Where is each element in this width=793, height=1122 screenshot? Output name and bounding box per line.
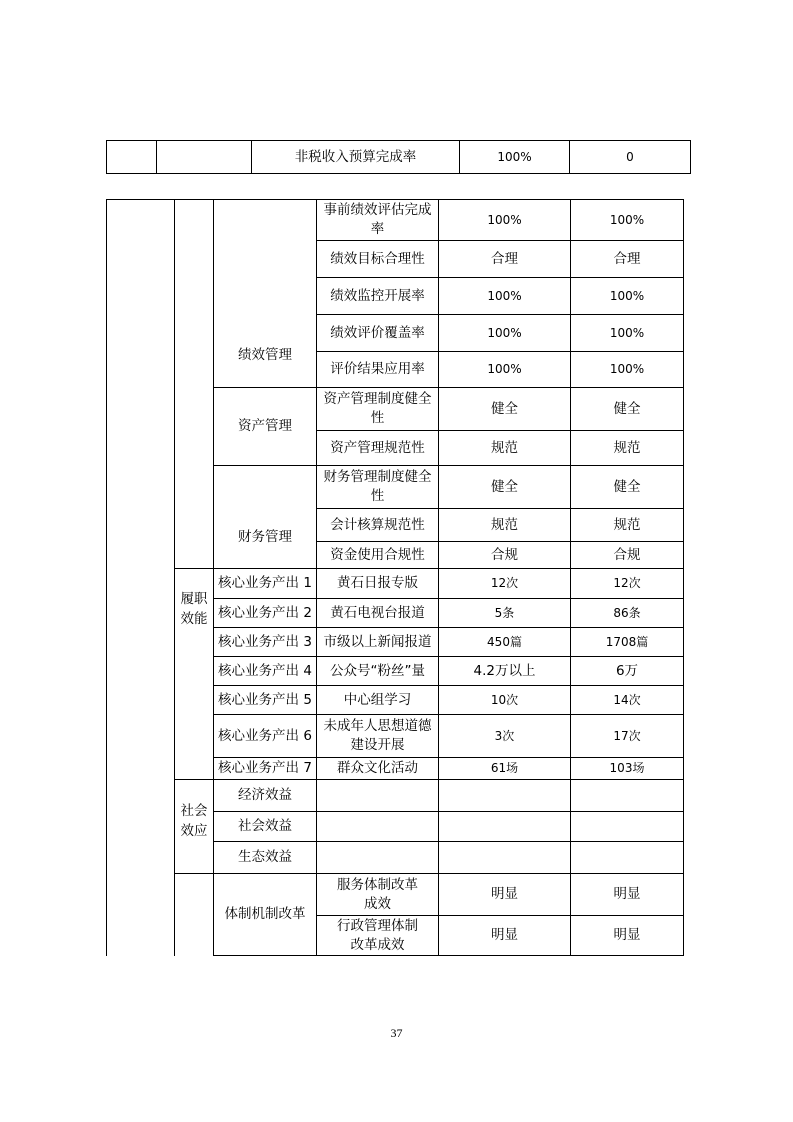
- actual-cell: 12次: [571, 569, 684, 599]
- target-cell: 100%: [460, 141, 570, 174]
- target-cell: 合理: [439, 241, 571, 278]
- target-cell: [439, 842, 571, 874]
- actual-cell: 6万: [571, 657, 684, 686]
- sub-indicator-cell: 经济效益: [214, 780, 317, 812]
- indicator-cell: 评价结果应用率: [317, 352, 439, 388]
- actual-cell: 合规: [571, 542, 684, 569]
- target-cell: 61场: [439, 758, 571, 780]
- indicator-cell: [317, 842, 439, 874]
- sub-indicator-cell: 核心业务产出 6: [214, 715, 317, 758]
- sub-indicator-cell: 生态效益: [214, 842, 317, 874]
- indicator-cell: 服务体制改革成效: [317, 874, 439, 916]
- actual-cell: 100%: [571, 200, 684, 241]
- actual-cell: 合理: [571, 241, 684, 278]
- indicator-cell: 市级以上新闻报道: [317, 628, 439, 657]
- indicator-cell: 行政管理体制改革成效: [317, 916, 439, 956]
- target-cell: [439, 780, 571, 812]
- actual-cell: [571, 842, 684, 874]
- actual-cell: 明显: [571, 874, 684, 916]
- target-cell: 100%: [439, 200, 571, 241]
- target-cell: 5条: [439, 599, 571, 628]
- target-cell: 12次: [439, 569, 571, 599]
- actual-cell: 0: [570, 141, 691, 174]
- performance-mgmt-label: 绩效管理: [214, 200, 317, 388]
- target-cell: 明显: [439, 916, 571, 956]
- social-effect-label: 社会效应: [175, 780, 214, 874]
- actual-cell: 100%: [571, 352, 684, 388]
- actual-cell: [571, 812, 684, 842]
- table-row: [107, 141, 691, 174]
- level2-cell: [175, 200, 214, 569]
- sub-indicator-cell: 核心业务产出 2: [214, 599, 317, 628]
- reform-label: 体制机制改革: [214, 874, 317, 956]
- indicator-cell: 中心组学习: [317, 686, 439, 715]
- actual-cell: [571, 780, 684, 812]
- target-cell: 10次: [439, 686, 571, 715]
- actual-cell: 健全: [571, 466, 684, 509]
- sub-indicator-cell: 核心业务产出 5: [214, 686, 317, 715]
- indicator-cell: 资产管理制度健全性: [317, 388, 439, 431]
- indicator-cell: [317, 812, 439, 842]
- indicator-cell: 财务管理制度健全性: [317, 466, 439, 509]
- target-cell: 450篇: [439, 628, 571, 657]
- indicator-cell: 公众号“粉丝”量: [317, 657, 439, 686]
- actual-cell: 规范: [571, 431, 684, 466]
- actual-cell: 14次: [571, 686, 684, 715]
- target-cell: 健全: [439, 466, 571, 509]
- actual-cell: 100%: [571, 278, 684, 315]
- indicator-cell: 群众文化活动: [317, 758, 439, 780]
- indicator-cell: 黄石电视台报道: [317, 599, 439, 628]
- actual-cell: 86条: [571, 599, 684, 628]
- target-cell: [439, 812, 571, 842]
- target-cell: 明显: [439, 874, 571, 916]
- empty-cell: [107, 141, 157, 174]
- main-table: [106, 199, 684, 956]
- table-row: [107, 200, 684, 241]
- indicator-cell: 黄石日报专版: [317, 569, 439, 599]
- sub-indicator-cell: 核心业务产出 4: [214, 657, 317, 686]
- indicator-cell: 资金使用合规性: [317, 542, 439, 569]
- target-cell: 合规: [439, 542, 571, 569]
- target-cell: 3次: [439, 715, 571, 758]
- empty-cell: [157, 141, 252, 174]
- actual-cell: 1708篇: [571, 628, 684, 657]
- level1-cell: [107, 200, 175, 956]
- table-row: [107, 780, 684, 812]
- actual-cell: 103场: [571, 758, 684, 780]
- target-cell: 100%: [439, 278, 571, 315]
- level2-cell: [175, 874, 214, 956]
- indicator-cell: 绩效评价覆盖率: [317, 315, 439, 352]
- actual-cell: 健全: [571, 388, 684, 431]
- target-cell: 规范: [439, 431, 571, 466]
- indicator-cell: 非税收入预算完成率: [252, 141, 460, 174]
- finance-mgmt-label: 财务管理: [214, 466, 317, 569]
- sub-indicator-cell: 核心业务产出 7: [214, 758, 317, 780]
- sub-indicator-cell: 核心业务产出 3: [214, 628, 317, 657]
- top-table: [106, 140, 691, 174]
- sub-indicator-cell: 社会效益: [214, 812, 317, 842]
- indicator-cell: 事前绩效评估完成率: [317, 200, 439, 241]
- actual-cell: 规范: [571, 509, 684, 542]
- duty-effect-label: 履职效能: [175, 569, 214, 780]
- target-cell: 健全: [439, 388, 571, 431]
- indicator-cell: 资产管理规范性: [317, 431, 439, 466]
- top-table-bottom-line: [106, 173, 690, 174]
- sub-indicator-cell: 核心业务产出 1: [214, 569, 317, 599]
- target-cell: 规范: [439, 509, 571, 542]
- actual-cell: 17次: [571, 715, 684, 758]
- target-cell: 100%: [439, 352, 571, 388]
- actual-cell: 明显: [571, 916, 684, 956]
- indicator-cell: 绩效目标合理性: [317, 241, 439, 278]
- table-row: [107, 874, 684, 916]
- indicator-cell: 会计核算规范性: [317, 509, 439, 542]
- indicator-cell: 未成年人思想道德建设开展: [317, 715, 439, 758]
- table-row: [107, 569, 684, 599]
- actual-cell: 100%: [571, 315, 684, 352]
- target-cell: 100%: [439, 315, 571, 352]
- page-number: 37: [390, 1026, 403, 1040]
- indicator-cell: [317, 780, 439, 812]
- target-cell: 4.2万以上: [439, 657, 571, 686]
- asset-mgmt-label: 资产管理: [214, 388, 317, 466]
- indicator-cell: 绩效监控开展率: [317, 278, 439, 315]
